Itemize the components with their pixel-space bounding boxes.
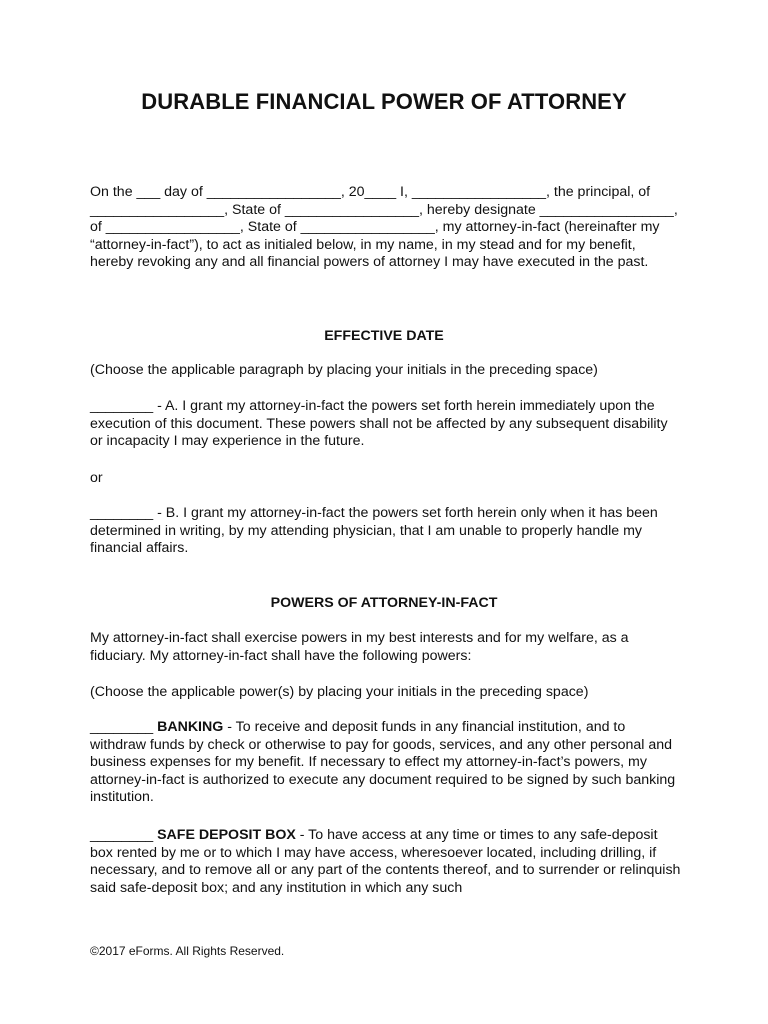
powers-intro: My attorney-in-fact shall exercise powers in my best interests and for my welfare, as a fiduciary. My attorney-in-fact shall have the following powers: xyxy=(90,630,629,664)
powers-instruction: (Choose the applicable power(s) by placing your initials in the preceding space) xyxy=(90,684,589,700)
or-text: or xyxy=(90,470,103,486)
effective-date-option-b: ________ - B. I grant my attorney-in-fact the powers set forth herein only when it has been determined in writing, by my attending physician, that I am unable to properly handle my financial affairs. xyxy=(90,505,658,557)
document-title: DURABLE FINANCIAL POWER OF ATTORNEY xyxy=(141,89,627,114)
safe-deposit-text: - To have access at any time or times to any safe-deposit box rented by me or to which I may have access, wheresoever located, including drilling, if necessary, and to remove all or any part of the contents thereof, and to surrender or relinquish said safe-deposit box; and any institution in which any such xyxy=(90,827,681,896)
banking-initials-blank: ________ xyxy=(90,719,158,735)
intro-paragraph: On the ___ day of _________________, 20____ I, _________________, the principal, of _________________, State of _________________, hereby designate _________________, of _________________, State of _________________, my attorney-in-fact (hereinafter my “attorney-in-fact”), to act as initialed below, in my name, in my stead and for my benefit, hereby revoking any and all financial powers of attorney I may have executed in the past. xyxy=(90,184,678,271)
safe-deposit-power xyxy=(90,827,682,897)
safe-deposit-label: SAFE DEPOSIT BOX xyxy=(157,827,296,843)
effective-date-heading: EFFECTIVE DATE xyxy=(324,328,444,344)
banking-label: BANKING xyxy=(157,719,224,735)
safe-deposit-initials-blank: ________ xyxy=(90,827,158,843)
powers-heading: POWERS OF ATTORNEY-IN-FACT xyxy=(270,595,498,611)
banking-power xyxy=(90,719,682,807)
banking-text: - To receive and deposit funds in any financial institution, and to withdraw funds by check or otherwise to pay for goods, services, and any other personal and business expenses for my benefit. If necessary to effect my attorney-in-fact’s powers, my attorney-in-fact is authorized to execute any document required to be signed by such banking institution. xyxy=(90,719,676,806)
copyright-footer: ©2017 eForms. All Rights Reserved. xyxy=(90,944,285,958)
effective-date-instruction: (Choose the applicable paragraph by placing your initials in the preceding space) xyxy=(90,362,598,378)
effective-date-option-a: ________ - A. I grant my attorney-in-fact the powers set forth herein immediately upon the execution of this document. These powers shall not be affected by any subsequent disability or incapacity I may experience in the future. xyxy=(90,398,668,450)
